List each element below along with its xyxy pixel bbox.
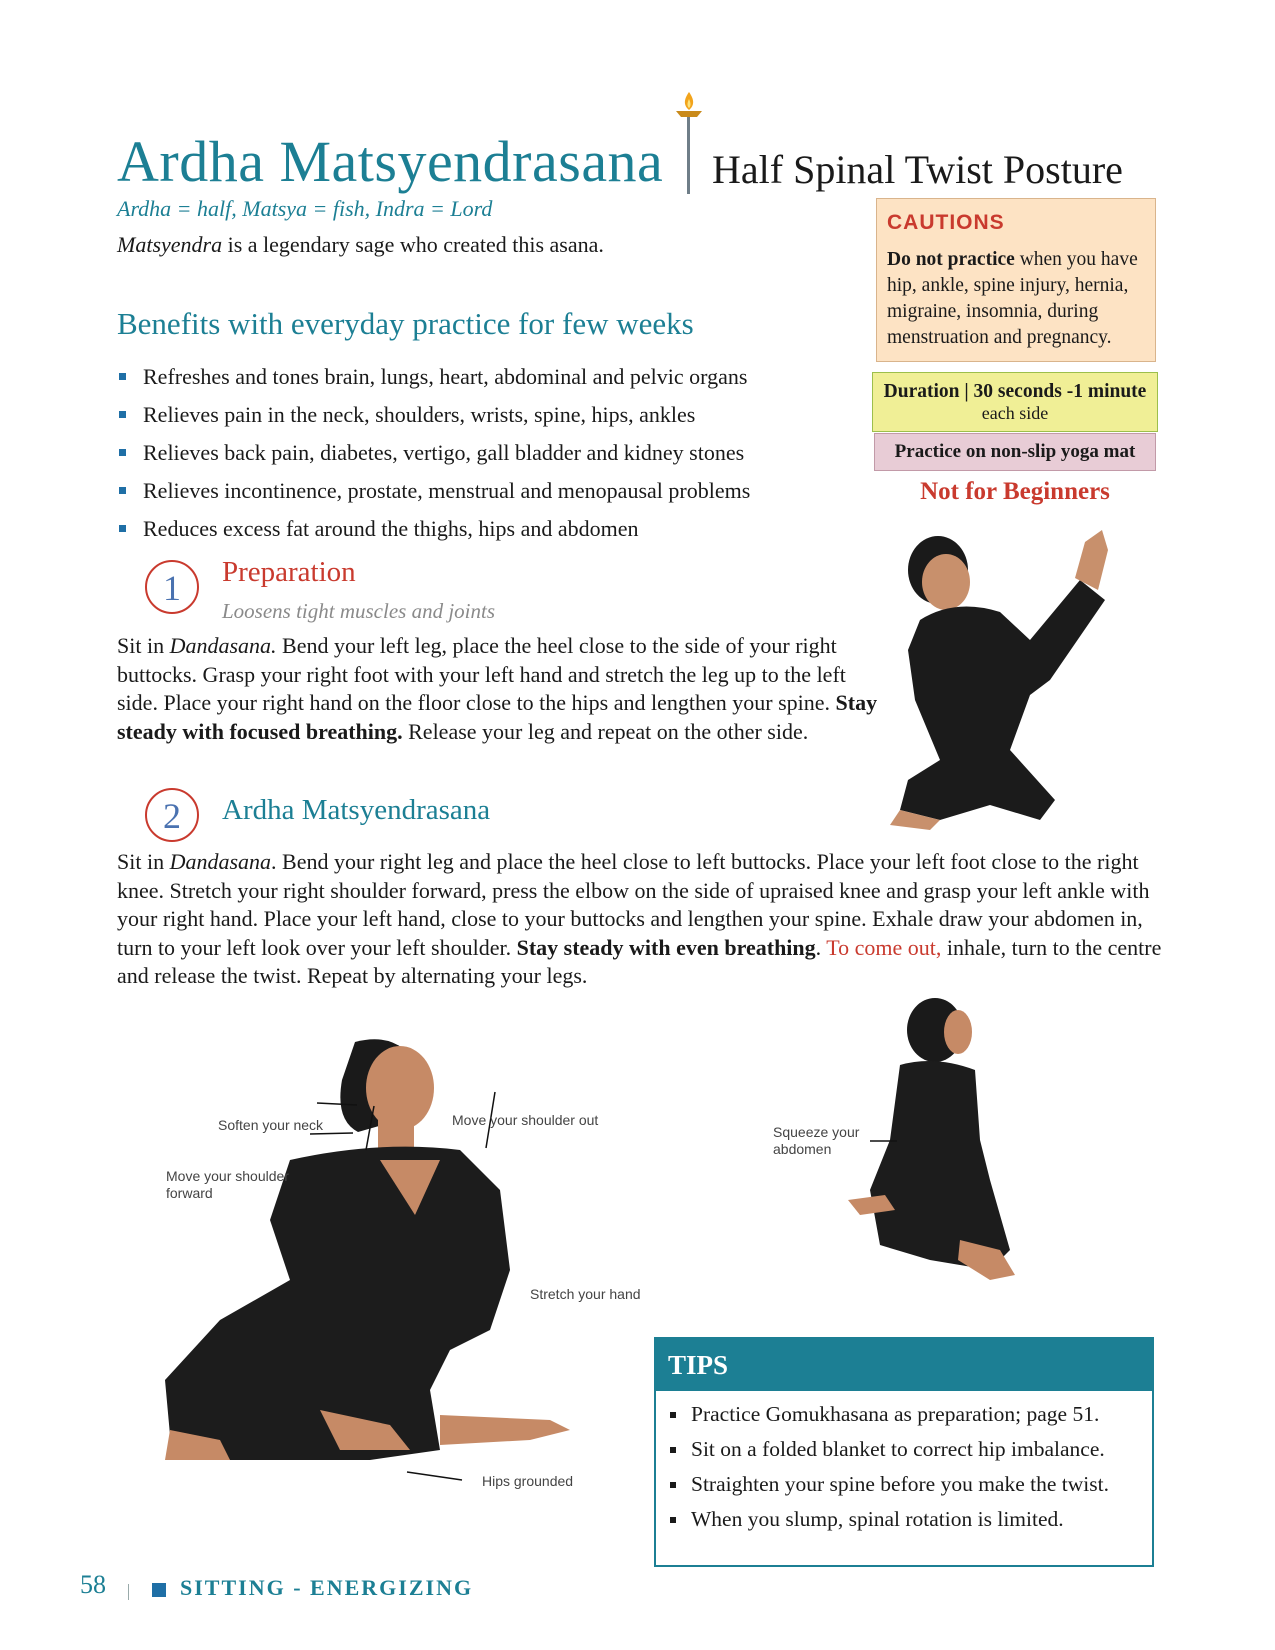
mat-note: Practice on non-slip yoga mat (874, 433, 1156, 471)
step-number-2: 2 (145, 788, 199, 842)
bullet-icon (670, 1447, 676, 1453)
text-run: Bend your left leg, place the heel close to the side of your right buttocks. Grasp your right foot with your left hand and stretch the leg up to the left side. Place your right hand on the floor close to the hips and lengthen your spine. (117, 633, 846, 715)
cautions-heading: CAUTIONS (887, 211, 1005, 234)
cautions-bold: Do not practice (887, 249, 1015, 270)
tip-text: Straighten your spine before you make the twist. (691, 1472, 1109, 1496)
oil-lamp-icon (671, 90, 707, 122)
text-run: Sit in (117, 633, 170, 658)
text-run: Release your leg and repeat on the other side. (402, 718, 809, 744)
benefits-heading: Benefits with everyday practice for few weeks (117, 306, 694, 341)
name-meaning: Ardha = half, Matsya = fish, Indra = Lord (117, 196, 493, 221)
pose-name-italic: Dandasana. (169, 633, 277, 658)
sage-name: Matsyendra (117, 232, 223, 257)
tip-text: When you slump, spinal rotation is limited. (691, 1507, 1064, 1531)
final-pose-photo (110, 1020, 670, 1520)
sage-note (117, 232, 604, 258)
label-squeeze-abdomen: Squeeze your abdomen (773, 1124, 860, 1157)
cautions-text (887, 247, 1145, 351)
section-square-icon (152, 1583, 166, 1597)
duration-box (872, 372, 1158, 432)
step2-title: Ardha Matsyendrasana (222, 794, 491, 826)
section-name: SITTING - ENERGIZING (180, 1575, 474, 1600)
benefit-item (117, 472, 750, 510)
tips-heading: TIPS (656, 1339, 1152, 1391)
page-number: 58 (80, 1570, 106, 1599)
tip-item (656, 1432, 1152, 1467)
label-soften-neck: Soften your neck (218, 1117, 324, 1133)
tip-item (656, 1397, 1152, 1432)
label-stretch-hand: Stretch your hand (530, 1286, 641, 1302)
label-hips-grounded: Hips grounded (482, 1473, 574, 1489)
page-subtitle: Half Spinal Twist Posture (712, 147, 1123, 192)
level-badge: Not for Beginners (920, 478, 1110, 505)
sage-text: is a legendary sage who created this asana. (222, 232, 604, 257)
benefit-text: Refreshes and tones brain, lungs, heart, abdominal and pelvic organs (143, 364, 748, 389)
bullet-icon (670, 1412, 676, 1418)
benefit-text: Relieves pain in the neck, shoulders, wrists, spine, hips, ankles (143, 402, 696, 427)
benefit-text: Reduces excess fat around the thighs, hips and abdomen (143, 516, 639, 541)
step-number-1: 1 (145, 560, 199, 614)
text-bold: Stay steady with even breathing (516, 934, 816, 960)
tip-item (656, 1502, 1152, 1537)
page-title: Ardha Matsyendrasana (117, 129, 664, 194)
bullet-icon (119, 487, 126, 494)
footer-divider (128, 1584, 129, 1600)
preparation-pose-photo (880, 520, 1140, 850)
step1-title: Preparation (222, 556, 356, 588)
step2-instructions (117, 848, 1162, 991)
bullet-icon (119, 411, 126, 418)
benefit-text: Relieves incontinence, prostate, menstrual and menopausal problems (143, 478, 751, 503)
bullet-icon (670, 1482, 676, 1488)
benefits-list (117, 358, 750, 548)
text-run: Sit in (117, 849, 170, 874)
bullet-icon (670, 1517, 676, 1523)
benefit-item (117, 396, 750, 434)
tip-text: Practice Gomukhasana as preparation; page 51. (691, 1402, 1100, 1426)
tip-item (656, 1467, 1152, 1502)
text-bold: Stay steady with focused breathing. (117, 690, 878, 744)
label-shoulder-forward: Move your shoulder forward (166, 1168, 289, 1201)
tip-text: Sit on a folded blanket to correct hip imbalance. (691, 1437, 1105, 1461)
duration-note: each side (981, 403, 1049, 423)
label-shoulder-out: Move your shoulder out (452, 1112, 599, 1128)
bullet-icon (119, 373, 126, 380)
bullet-icon (119, 525, 126, 532)
benefit-item (117, 434, 750, 472)
text-red: To come out, (826, 934, 942, 960)
benefit-text: Relieves back pain, diabetes, vertigo, gall bladder and kidney stones (143, 440, 745, 465)
text-run: . (815, 934, 827, 960)
text-run: inhale, turn to the centre and release the twist. Repeat by alternating your legs. (117, 934, 1162, 988)
bullet-icon (119, 449, 126, 456)
tips-box (654, 1337, 1154, 1567)
benefit-item (117, 510, 750, 548)
lamp-divider (687, 116, 690, 194)
benefit-item (117, 358, 750, 396)
text-run: . Bend your right leg and place the heel close to left buttocks. Place your left foot close to the right knee. Stretch your right shoulder forward, press the elbow on the side of upraised knee and grasp your left ankle with your right hand. Place your left hand, close to your buttocks and lengthen your spine. Exhale draw your abdomen in, turn to your left look over your left shoulder. (117, 849, 1150, 960)
tips-list (656, 1397, 1152, 1537)
step1-instructions (117, 632, 892, 746)
duration-value: Duration | 30 seconds -1 minute (883, 381, 1147, 402)
pose-name-italic: Dandasana (169, 849, 272, 874)
cautions-body: when you have hip, ankle, spine injury, hernia, migraine, insomnia, during menstruation and pregnancy. (887, 249, 1138, 348)
step1-subtitle: Loosens tight muscles and joints (222, 599, 496, 623)
cautions-box (876, 198, 1156, 362)
